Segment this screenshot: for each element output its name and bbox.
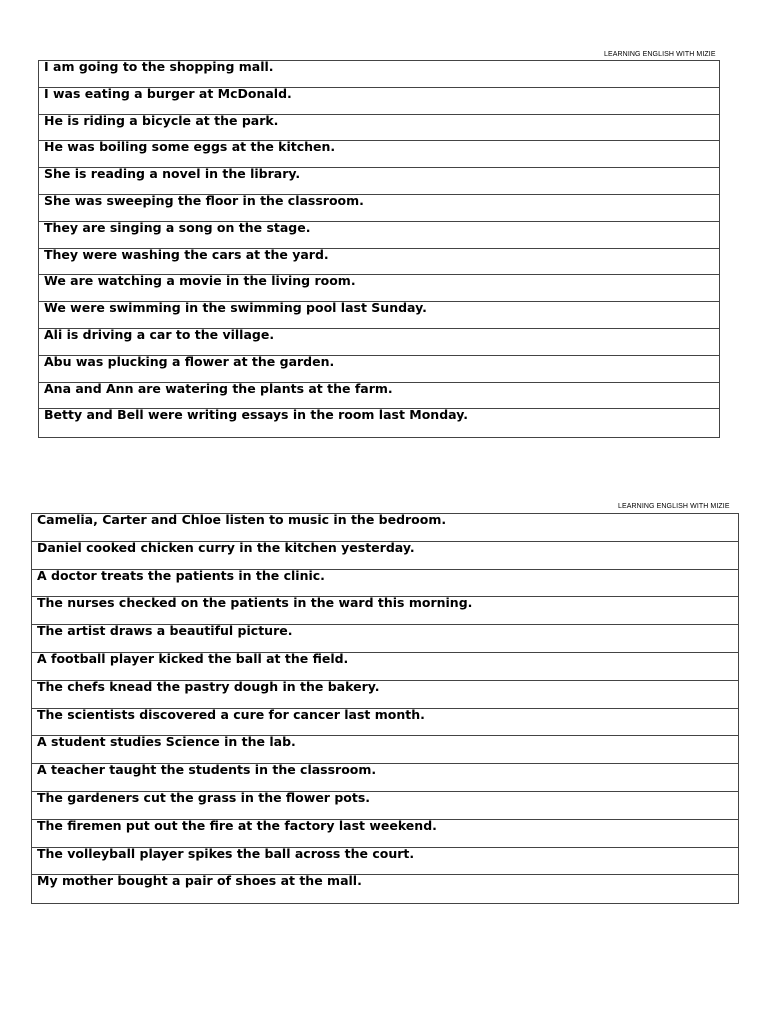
worksheet-1-table [38, 60, 720, 438]
sentence-row: The gardeners cut the grass in the flower pots. [32, 792, 738, 820]
sentence-row: The chefs knead the pastry dough in the bakery. [32, 681, 738, 709]
sentence-row: The nurses checked on the patients in the ward this morning. [32, 597, 738, 625]
sentence-row: I am going to the shopping mall. [39, 61, 719, 88]
sentence-row: They were washing the cars at the yard. [39, 249, 719, 276]
sentence-row: He was boiling some eggs at the kitchen. [39, 141, 719, 168]
sentence-row: The scientists discovered a cure for cancer last month. [32, 709, 738, 737]
sentence-row: The volleyball player spikes the ball across the court. [32, 848, 738, 876]
sentence-row: Betty and Bell were writing essays in the room last Monday. [44, 409, 468, 423]
sentence-row: A football player kicked the ball at the field. [32, 653, 738, 681]
sentence-row: They are singing a song on the stage. [39, 222, 719, 249]
sentence-row: A doctor treats the patients in the clinic. [32, 570, 738, 598]
sentence-row: Ali is driving a car to the village. [39, 329, 719, 356]
sentence-row: She is reading a novel in the library. [39, 168, 719, 195]
sentence-row: He is riding a bicycle at the park. [39, 115, 719, 142]
sentence-row: Abu was plucking a flower at the garden. [39, 356, 719, 383]
sentence-row: My mother bought a pair of shoes at the mall. [37, 875, 362, 889]
sentence-row: We were swimming in the swimming pool last Sunday. [39, 302, 719, 329]
sentence-row: Ana and Ann are watering the plants at the farm. [39, 383, 719, 410]
sentence-row: The artist draws a beautiful picture. [32, 625, 738, 653]
sentence-row: Daniel cooked chicken curry in the kitchen yesterday. [32, 542, 738, 570]
sentence-row: Camelia, Carter and Chloe listen to music in the bedroom. [32, 514, 738, 542]
sentence-row: The firemen put out the fire at the factory last weekend. [32, 820, 738, 848]
sentence-row: I was eating a burger at McDonald. [39, 88, 719, 115]
sentence-row: A student studies Science in the lab. [32, 736, 738, 764]
worksheet-2-header: LEARNING ENGLISH WITH MIZIE [618, 503, 730, 510]
sentence-row: A teacher taught the students in the classroom. [32, 764, 738, 792]
sentence-row: She was sweeping the floor in the classroom. [39, 195, 719, 222]
worksheet-2-table [31, 513, 739, 904]
sentence-row: We are watching a movie in the living room. [39, 275, 719, 302]
worksheet-1-header: LEARNING ENGLISH WITH MIZIE [604, 51, 716, 58]
